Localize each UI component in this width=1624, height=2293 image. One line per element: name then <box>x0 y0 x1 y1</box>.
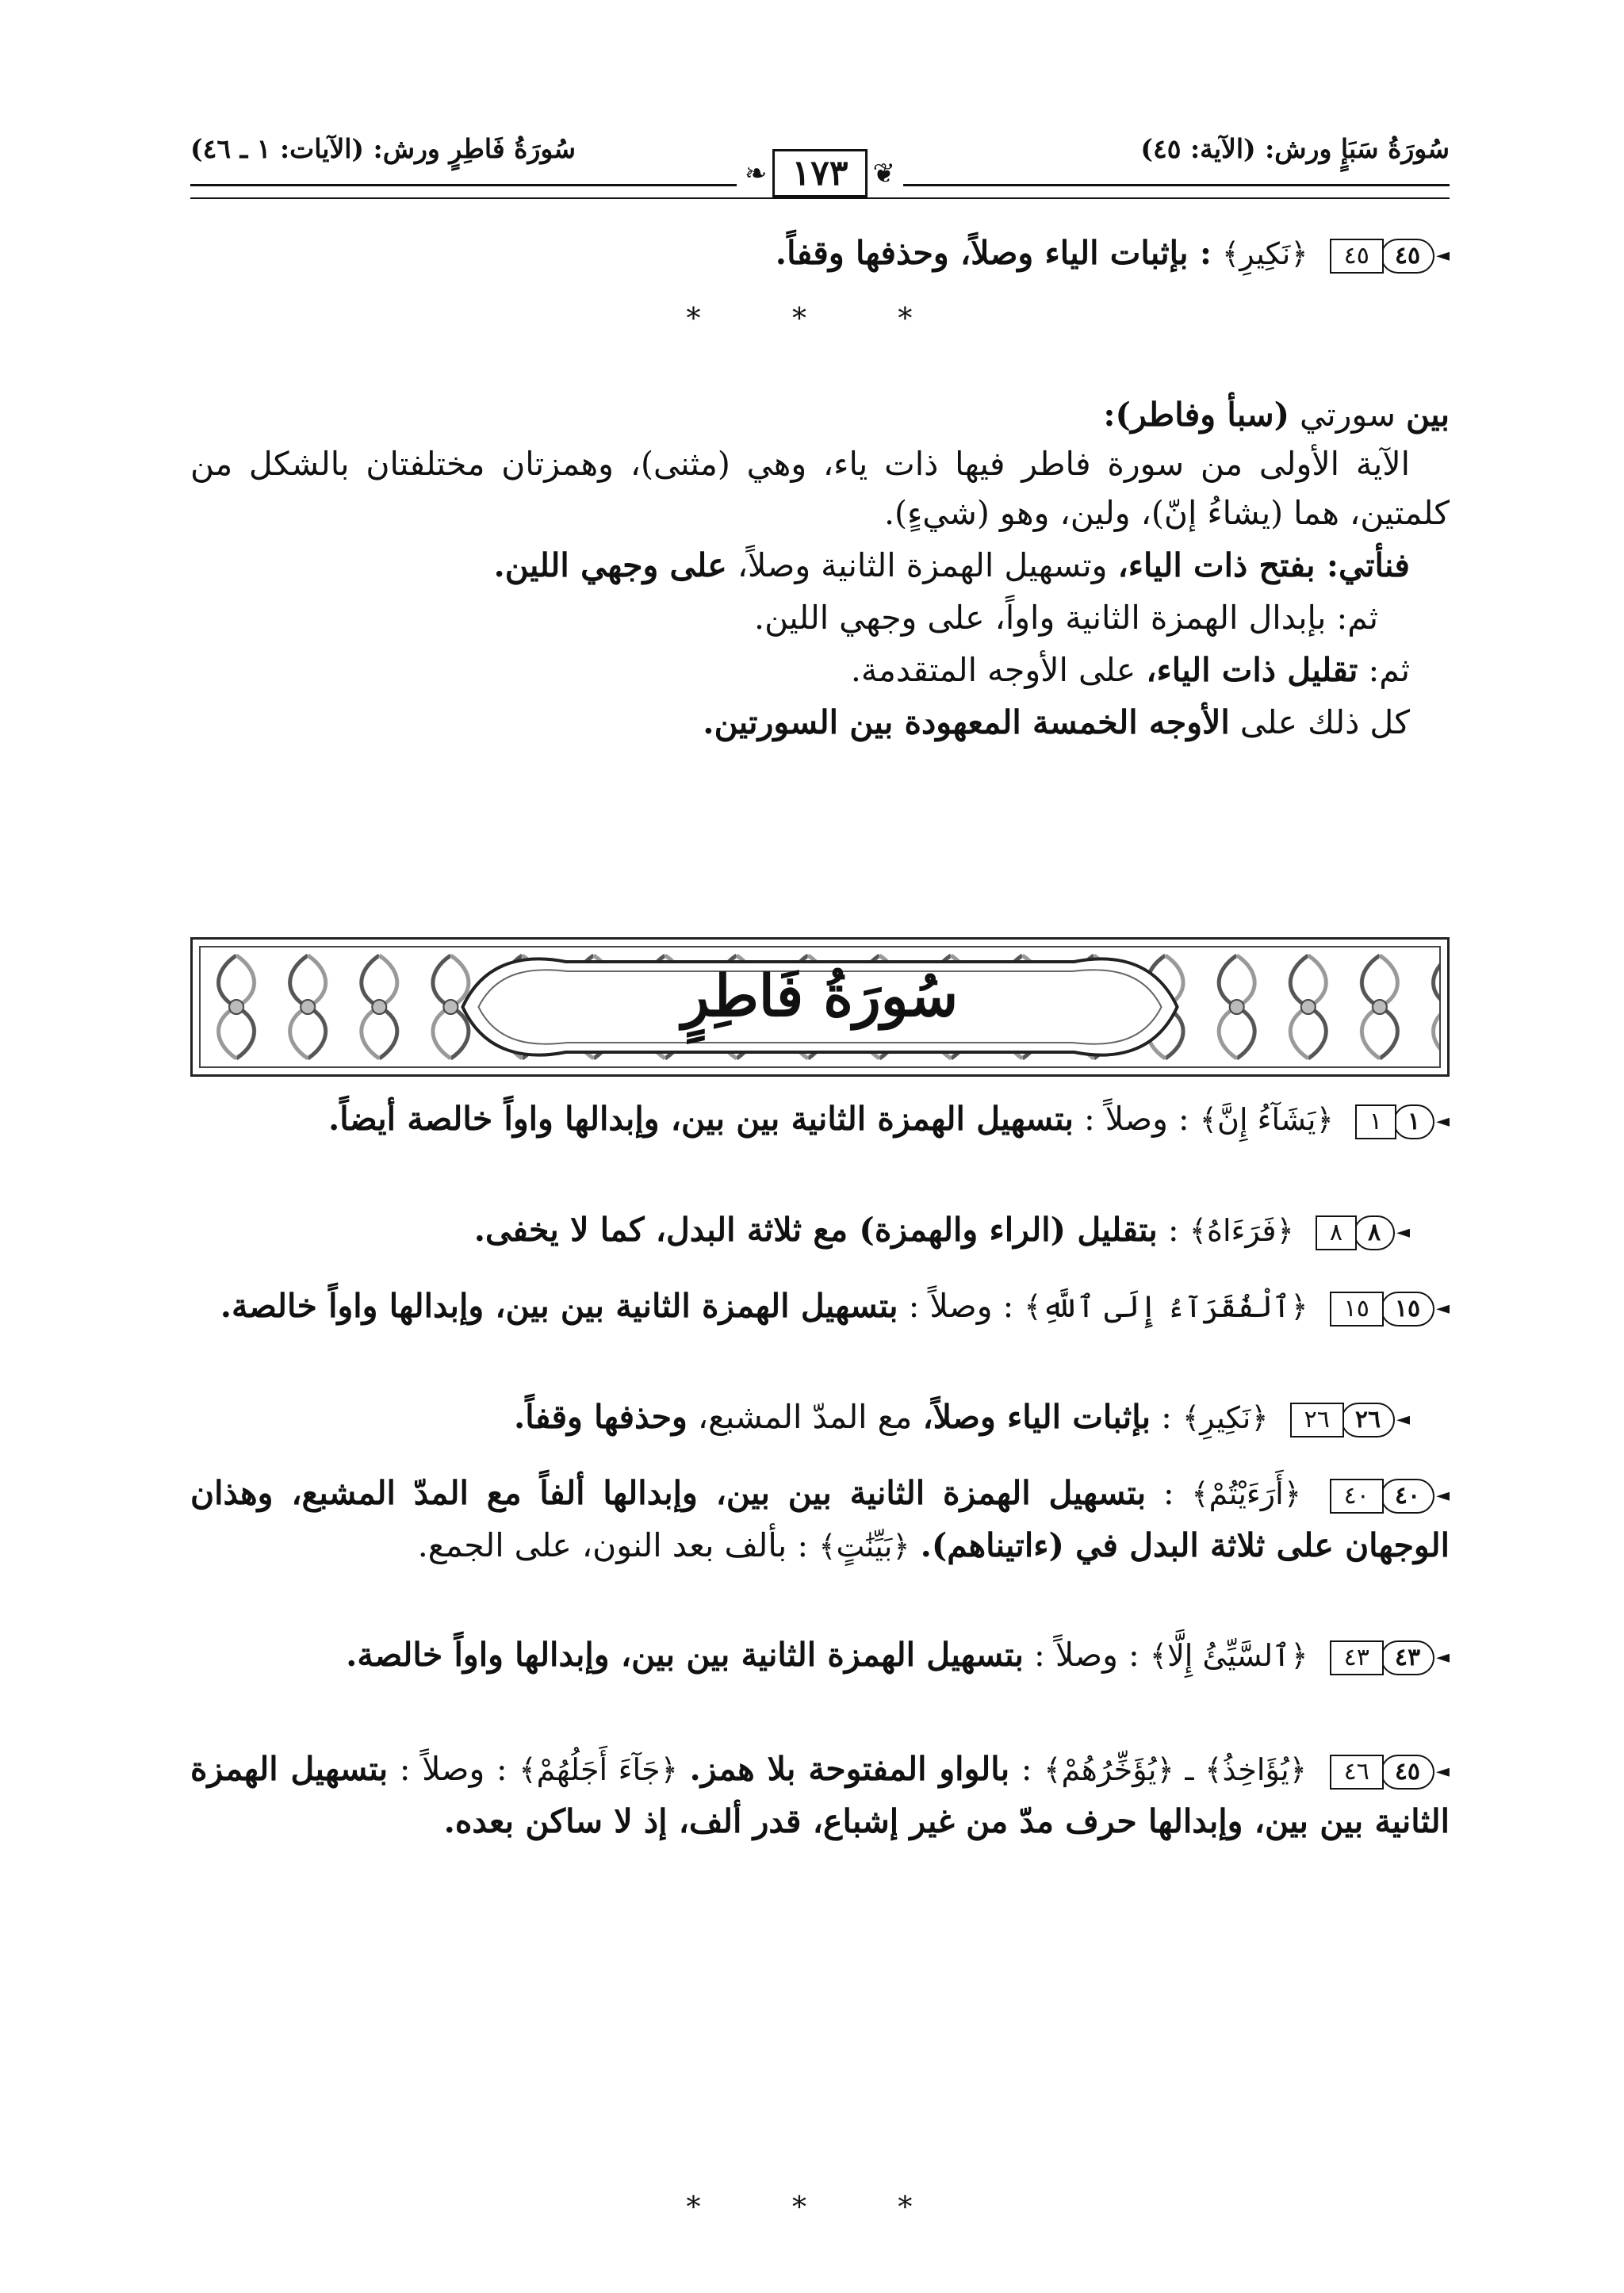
pointer-icon: ◄ <box>1396 1222 1410 1242</box>
entry-prefix: : وصلاً : <box>1034 1636 1139 1674</box>
entry-prefix: : وصلاً : <box>908 1287 1014 1325</box>
verse-number-badge <box>1290 1395 1410 1445</box>
entry-verse-1 <box>190 1094 1450 1146</box>
quran-quote: ﴿يُؤَاخِذُ﴾ ـ ﴿يُؤَخِّرُهُمْ﴾ <box>1044 1752 1307 1787</box>
entry-text: بتسهيل الهمزة الثانية بين بين، وإبدالها واواً خالصة. <box>346 1636 1024 1674</box>
line-a-normal: وتسهيل الهمزة الثانية وصلاً، <box>737 546 1108 584</box>
quran-quote: ﴿فَرَءَاهُ﴾ <box>1189 1213 1294 1248</box>
verse-number-badge <box>1330 1284 1450 1334</box>
heading-word: سورتي <box>1300 396 1396 434</box>
entry-verse-26 <box>190 1392 1450 1445</box>
verse-number-oval: ١٥ <box>1381 1292 1434 1326</box>
pointer-icon: ◄ <box>1396 1409 1410 1430</box>
quran-quote: ﴿بَيِّنَٰتٍ﴾ <box>818 1528 910 1564</box>
entry-prefix: : <box>1162 1474 1174 1512</box>
quran-quote: ﴿أَرَءَيْتُمْ﴾ <box>1191 1476 1301 1511</box>
verse-number-badge <box>1330 232 1450 281</box>
line-a-bold: فنأتي: بفتح ذات الياء، <box>1117 546 1410 584</box>
page <box>190 95 1450 2245</box>
page-header <box>190 111 1450 198</box>
entry-prefix: : <box>1167 1211 1179 1249</box>
verse-number-rect: ٨ <box>1316 1215 1357 1250</box>
page-number: ١٧٣ <box>772 149 868 197</box>
entry-text: بتقليل (الراء والهمزة) مع ثلاثة البدل، كما لا يخفى. <box>473 1211 1158 1249</box>
surah-title: سُورَةُ فَاطِرٍ <box>681 962 959 1029</box>
ornament-icon: ❦ <box>872 157 895 189</box>
entry-text: بتسهيل الهمزة الثانية بين بين، وإبدالها واواً خالصة. <box>220 1287 898 1325</box>
between-line-b: ثم: بإبدال الهمزة الثانية واواً، على وجهي اللين. <box>754 599 1378 637</box>
between-line-c <box>190 645 1450 695</box>
quran-quote: ﴿جَآءَ أَجَلُهُمْ﴾ <box>519 1752 678 1787</box>
line-c-bold: تقليل ذات الياء، <box>1146 651 1358 689</box>
verse-number-oval: ٤٣ <box>1381 1640 1434 1675</box>
verse-number-oval: ٢٦ <box>1341 1403 1395 1437</box>
entry-verse-8 <box>190 1205 1450 1258</box>
verse-number-oval: ٤٥ <box>1381 1755 1434 1790</box>
entry-prefix: : وصلاً : <box>1083 1100 1189 1138</box>
entry-text: بتسهيل الهمزة الثانية بين بين، وإبدالها حرف مدّ من غير إشباع، قدر ألف، إذ لا ساكن بعده. <box>190 1750 1450 1840</box>
entry-verse-43 <box>190 1630 1450 1682</box>
section-divider-stars: * * * <box>686 2192 954 2224</box>
entry-text: بتسهيل الهمزة الثانية بين بين، وإبدالها واواً خالصة أيضاً. <box>327 1100 1074 1138</box>
verse-number-oval: ١ <box>1393 1104 1434 1139</box>
quran-quote: ﴿ٱلسَّيِّئُ إِلَّا﴾ <box>1149 1638 1308 1673</box>
between-paragraph: الآية الأولى من سورة فاطر فيها ذات ياء، وهي (مثنى)، وهمزتان مختلفتان بالشكل من كلمتين، هما (يشاءُ إنّ)، ولين، وهو (شيءٍ). <box>190 445 1450 532</box>
pointer-icon: ◄ <box>1436 245 1450 266</box>
quran-quote: ﴿ٱلْفُقَرَآءُ إِلَى ٱللَّهِ﴾ <box>1024 1289 1308 1324</box>
verse-number-rect: ٢٦ <box>1290 1403 1344 1437</box>
line-d-bold: الأوجه الخمسة المعهودة بين السورتين. <box>703 703 1230 741</box>
verse-number-rect: ١ <box>1355 1104 1396 1139</box>
verse-number-oval: ٤٠ <box>1381 1479 1434 1514</box>
pointer-icon: ◄ <box>1436 1647 1450 1667</box>
heading-word: بين <box>1406 396 1450 434</box>
entry-prefix: : <box>1161 1398 1172 1436</box>
verse-number-rect: ٤٥ <box>1330 239 1384 274</box>
verse-number-badge <box>1330 1633 1450 1682</box>
pointer-icon: ◄ <box>1436 1761 1450 1782</box>
line-a-bold2: على وجهي اللين. <box>493 546 727 584</box>
line-c-normal: ثم: <box>1368 651 1410 689</box>
verse-number-oval: ٨ <box>1354 1215 1395 1250</box>
section-divider-stars: * * * <box>686 303 954 335</box>
between-line-d <box>190 698 1450 747</box>
quran-quote: ﴿نَكِيرِ﴾ <box>1182 1400 1269 1435</box>
entry-prefix: : وصلاً : <box>399 1750 508 1788</box>
header-left-title: سُورَةُ فَاطِرٍ ورش: (الآيات: ١ ـ ٤٦) <box>190 133 576 164</box>
verse-number-badge <box>1355 1097 1450 1146</box>
between-heading <box>190 390 1450 439</box>
entry-note: : بألف بعد النون، على الجمع. <box>417 1525 809 1564</box>
entry-text: بتسهيل الهمزة الثانية بين بين، وإبدالها ألفاً مع المدّ المشبع، وهذان الوجهان على ثلاثة البدل في (ءاتيناهم). <box>190 1474 1450 1564</box>
surah-banner <box>190 937 1450 1077</box>
entry-verse-45-46 <box>190 1744 1450 1846</box>
entry-text: بإثبات الياء وصلاً، <box>922 1398 1151 1436</box>
page-number-frame <box>737 149 903 197</box>
entry-text: : بإثبات الياء وصلاً، وحذفها وقفاً. <box>775 234 1212 272</box>
verse-number-badge <box>1330 1748 1450 1797</box>
verse-number-rect: ١٥ <box>1330 1292 1384 1326</box>
line-c-normal2: على الأوجه المتقدمة. <box>850 651 1136 689</box>
pointer-icon: ◄ <box>1436 1485 1450 1506</box>
quran-quote: ﴿يَشَآءُ إِنَّ﴾ <box>1199 1102 1334 1137</box>
entry-prefix: : <box>1021 1750 1032 1788</box>
verse-number-badge <box>1316 1208 1410 1258</box>
heading-surahs: (سبأ وفاطر): <box>1103 396 1289 434</box>
verse-number-rect: ٤٠ <box>1330 1479 1384 1514</box>
pointer-icon: ◄ <box>1436 1298 1450 1319</box>
entry-text: وحذفها وقفاً. <box>513 1398 688 1436</box>
verse-number-rect: ٤٦ <box>1330 1755 1384 1790</box>
quran-quote: ﴿نَكِيرِ﴾ <box>1222 236 1308 271</box>
verse-number-oval: ٤٥ <box>1381 239 1434 274</box>
verse-number-badge <box>1330 1472 1450 1521</box>
between-line-a <box>190 541 1450 590</box>
pointer-icon: ◄ <box>1436 1111 1450 1131</box>
entry-note: مع المدّ المشبع، <box>697 1398 913 1436</box>
verse-number-rect: ٤٣ <box>1330 1640 1384 1675</box>
saba-entry <box>190 228 1450 281</box>
entry-text: بالواو المفتوحة بلا همز. <box>689 1750 1010 1788</box>
ornament-icon: ❧ <box>745 157 768 189</box>
entry-verse-40 <box>190 1468 1450 1571</box>
line-d-normal: كل ذلك على <box>1239 703 1410 741</box>
header-right-title: سُورَةُ سَبَإٍ ورش: (الآية: ٤٥) <box>1140 133 1450 164</box>
entry-verse-15 <box>190 1281 1450 1334</box>
